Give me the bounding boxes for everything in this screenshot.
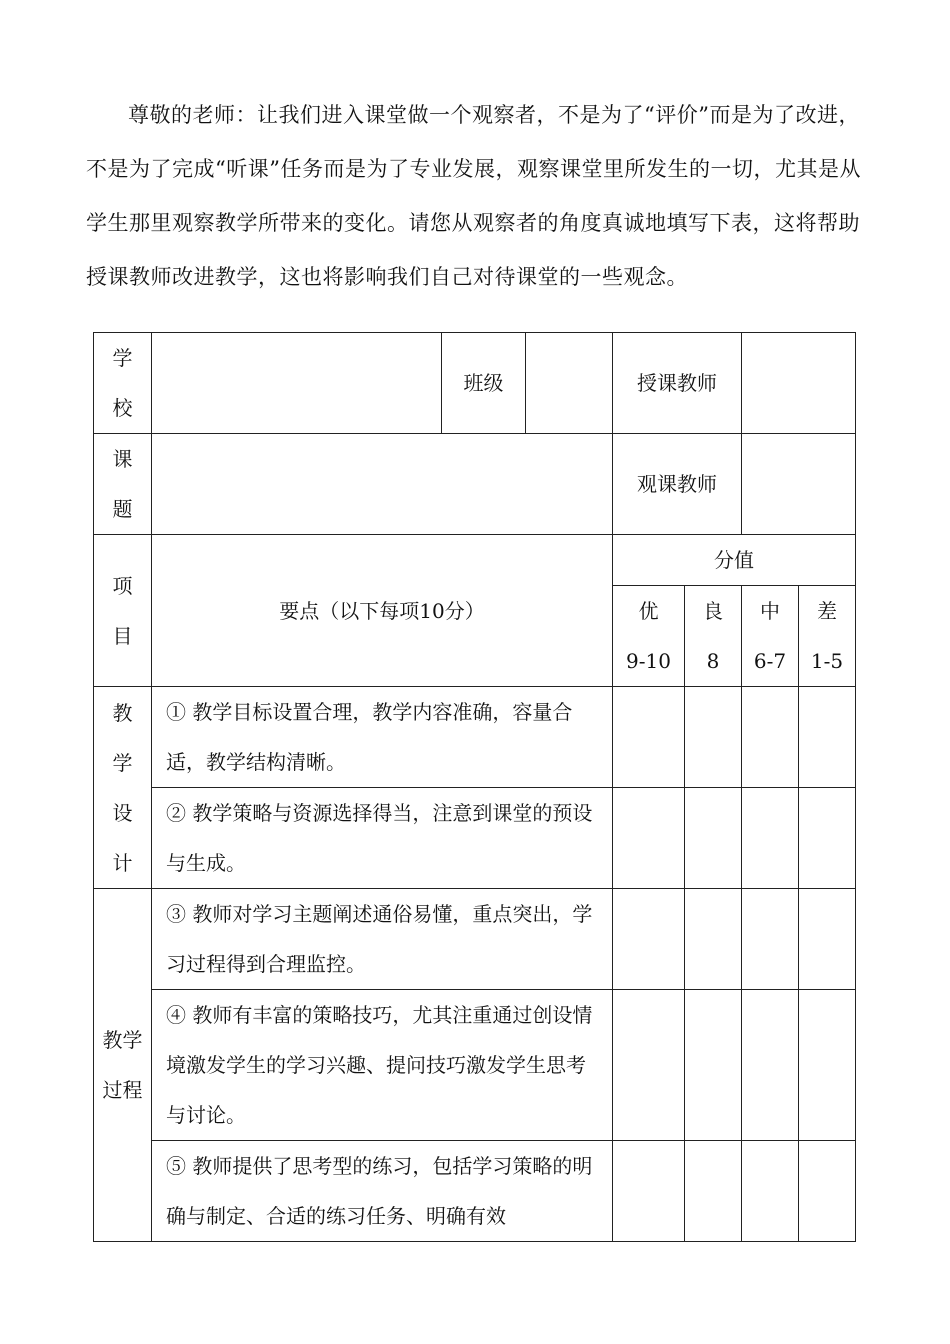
criteria-text: ⑤ 教师提供了思考型的练习，包括学习策略的明确与制定、合适的练习任务、明确有效 bbox=[152, 1141, 613, 1242]
grade-range: 1-5 bbox=[810, 649, 844, 673]
teacher-label-cell: 授课教师 bbox=[613, 333, 742, 434]
info-row-topic bbox=[94, 434, 856, 535]
school-label-cell bbox=[94, 333, 152, 434]
section-label-char: 设 bbox=[112, 800, 133, 825]
item-label-cell bbox=[94, 535, 152, 687]
grade-cell-good bbox=[685, 586, 742, 687]
intro-paragraph: 尊敬的老师：让我们进入课堂做一个观察者，不是为了“评价”而是为了改进，不是为了完成“听课”任务而是为了专业发展，观察课堂里所发生的一切，尤其是从学生那里观察教学所带来的变化。请您从观察者的角度真诚地填写下表，这将帮助授课教师改进教学，这也将影响我们自己对待课堂的一些观念。 bbox=[86, 103, 861, 289]
score-cell[interactable] bbox=[685, 889, 742, 990]
score-cell[interactable] bbox=[799, 990, 856, 1141]
topic-label-char: 课 bbox=[112, 447, 133, 471]
grade-name: 差 bbox=[817, 599, 837, 623]
topic-label-cell bbox=[94, 434, 152, 535]
criteria-row bbox=[94, 1141, 856, 1242]
grade-range: 6-7 bbox=[753, 649, 787, 673]
item-label-char: 项 bbox=[112, 573, 133, 598]
score-cell[interactable] bbox=[799, 1141, 856, 1242]
score-cell[interactable] bbox=[742, 990, 799, 1141]
score-cell[interactable] bbox=[799, 889, 856, 990]
criteria-text: ③ 教师对学习主题阐述通俗易懂，重点突出，学习过程得到合理监控。 bbox=[152, 889, 613, 990]
section-label-char: 学 bbox=[112, 750, 133, 775]
score-cell[interactable] bbox=[685, 687, 742, 788]
score-cell[interactable] bbox=[613, 990, 685, 1141]
item-label-char: 目 bbox=[112, 623, 133, 648]
score-cell[interactable] bbox=[742, 1141, 799, 1242]
score-cell[interactable] bbox=[613, 687, 685, 788]
score-cell[interactable] bbox=[685, 788, 742, 889]
criteria-row bbox=[94, 889, 856, 990]
grade-name: 良 bbox=[703, 599, 723, 623]
score-cell[interactable] bbox=[613, 788, 685, 889]
section-label-char: 教 bbox=[112, 700, 133, 725]
score-header-cell: 分值 bbox=[613, 535, 856, 586]
section-label-process bbox=[94, 889, 152, 1242]
section-label-char: 计 bbox=[112, 850, 133, 875]
grade-cell-average bbox=[742, 586, 799, 687]
topic-label-char: 题 bbox=[112, 497, 133, 521]
grade-name: 中 bbox=[760, 599, 780, 623]
score-cell[interactable] bbox=[742, 889, 799, 990]
score-cell[interactable] bbox=[742, 687, 799, 788]
section-label-char: 过程 bbox=[102, 1078, 143, 1102]
grade-cell-excellent bbox=[613, 586, 685, 687]
criteria-text: ② 教学策略与资源选择得当，注意到课堂的预设与生成。 bbox=[152, 788, 613, 889]
info-row-school bbox=[94, 333, 856, 434]
school-label-char: 学 bbox=[112, 346, 133, 370]
criteria-row bbox=[94, 687, 856, 788]
section-label-design bbox=[94, 687, 152, 889]
class-value-cell[interactable] bbox=[526, 333, 613, 434]
criteria-text: ① 教学目标设置合理，教学内容准确，容量合适，教学结构清晰。 bbox=[152, 687, 613, 788]
topic-value-cell[interactable] bbox=[152, 434, 613, 535]
score-cell[interactable] bbox=[685, 990, 742, 1141]
grade-cell-poor bbox=[799, 586, 856, 687]
score-cell[interactable] bbox=[742, 788, 799, 889]
observer-label-cell: 观课教师 bbox=[613, 434, 742, 535]
grade-range: 8 bbox=[706, 649, 720, 673]
header-row bbox=[94, 535, 856, 586]
criteria-text: ④ 教师有丰富的策略技巧，尤其注重通过创设情境激发学生的学习兴趣、提问技巧激发学生思考与讨论。 bbox=[152, 990, 613, 1141]
score-cell[interactable] bbox=[799, 687, 856, 788]
observation-form-table bbox=[93, 332, 856, 1242]
class-label-cell: 班级 bbox=[442, 333, 526, 434]
score-cell[interactable] bbox=[613, 889, 685, 990]
score-cell[interactable] bbox=[685, 1141, 742, 1242]
observer-value-cell[interactable] bbox=[742, 434, 856, 535]
section-label-char: 教学 bbox=[102, 1028, 143, 1052]
grade-name: 优 bbox=[638, 599, 659, 623]
score-cell[interactable] bbox=[799, 788, 856, 889]
school-value-cell[interactable] bbox=[152, 333, 442, 434]
teacher-value-cell[interactable] bbox=[742, 333, 856, 434]
grade-range: 9-10 bbox=[626, 649, 671, 673]
school-label-char: 校 bbox=[112, 396, 133, 420]
score-cell[interactable] bbox=[613, 1141, 685, 1242]
criteria-row bbox=[94, 990, 856, 1141]
criteria-row bbox=[94, 788, 856, 889]
points-header-cell: 要点（以下每项10分） bbox=[152, 535, 613, 687]
